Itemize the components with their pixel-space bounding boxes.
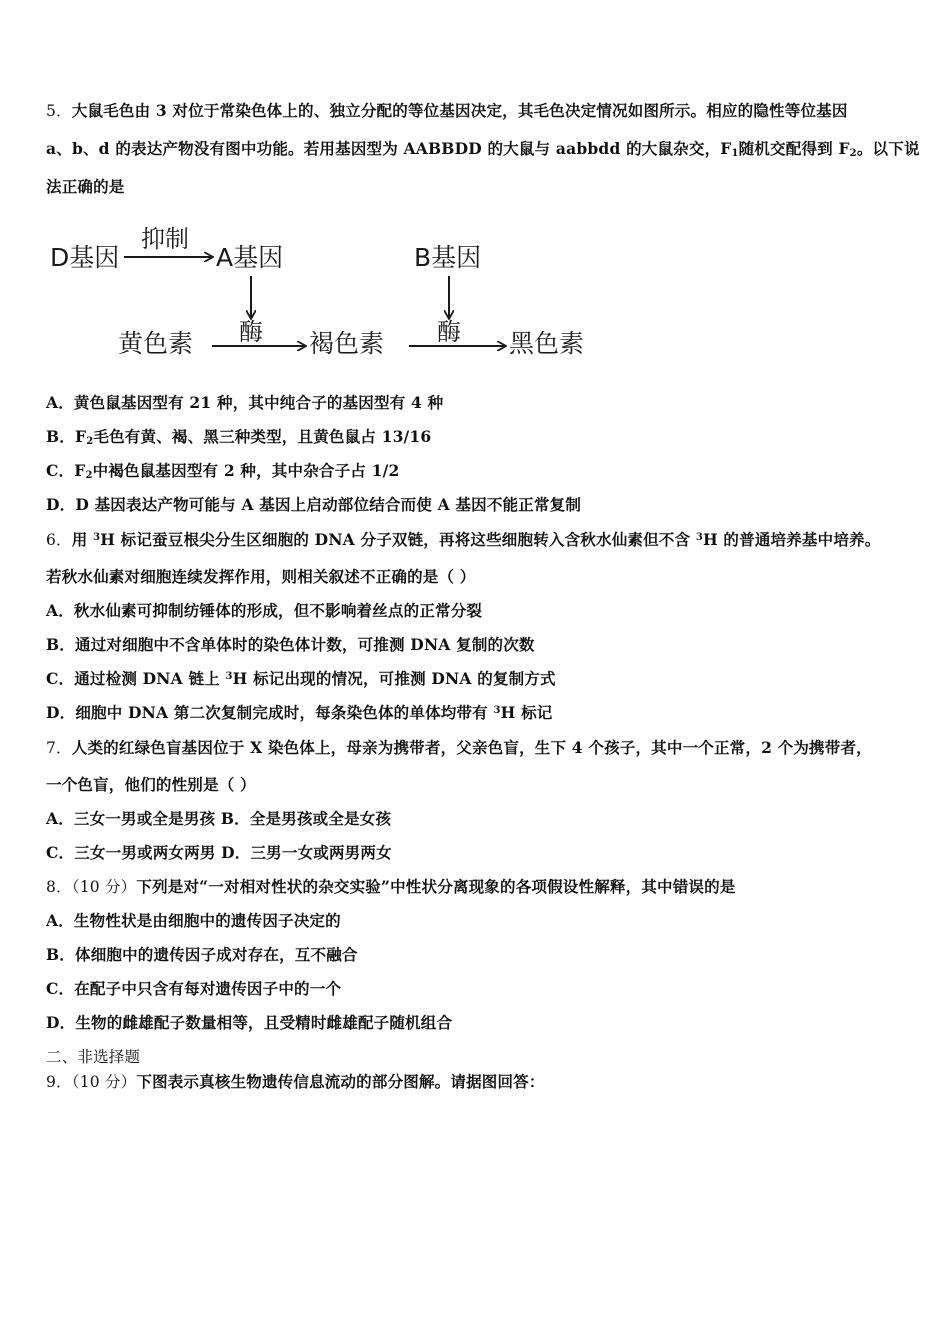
- subscript: 2: [849, 148, 857, 159]
- q7-number: 7．: [46, 739, 72, 757]
- subscript: 2: [85, 470, 93, 481]
- q9-stem: 下图表示真核生物遗传信息流动的部分图解。请据图回答：: [136, 1072, 545, 1091]
- q5-line-1: [46, 100, 848, 122]
- brown-pigment-label: 褐色素: [309, 329, 385, 358]
- a-gene-label: A基因: [216, 243, 284, 272]
- q5-number: 5．: [46, 102, 72, 120]
- q6-stem: 用: [71, 530, 94, 549]
- q6-line-1: [46, 529, 880, 551]
- q8-option-d: D．生物的雌雄配子数量相等，且受精时雌雄配子随机组合: [46, 1013, 453, 1032]
- superscript: 3: [493, 705, 501, 716]
- q6-option-d: [46, 702, 552, 724]
- q9-number: 9．: [46, 1073, 72, 1091]
- enzyme-label-2: 酶: [437, 318, 461, 346]
- option-text: 中褐色鼠基因型有 2 种，其中杂合子占 1/2: [92, 461, 400, 480]
- q5-stem-1: 大鼠毛色由 3 对位于常染色体上的、独立分配的等位基因决定，其毛色决定情况如图所示。相应的隐性等位基因: [71, 101, 848, 120]
- d-gene-label: D基因: [50, 243, 120, 272]
- inhibit-label: 抑制: [141, 225, 189, 253]
- q5-line-2: [46, 138, 920, 160]
- superscript: 3: [225, 671, 233, 682]
- q5-option-c: [46, 460, 399, 482]
- black-pigment-label: 黑色素: [509, 329, 585, 358]
- q5-stem-2c: 。以下说: [856, 139, 920, 158]
- q6-line-2: 若秋水仙素对细胞连续发挥作用，则相关叙述不正确的是（ ）: [46, 567, 476, 586]
- q5-stem-2a: a、b、d 的表达产物没有图中功能。若用基因型为 AABBDD 的大鼠与 aabbdd 的大鼠杂交，F: [46, 139, 732, 158]
- section-heading: 二、非选择题: [46, 1048, 141, 1066]
- q8-number: 8．: [46, 878, 72, 896]
- q5-option-a: A．黄色鼠基因型有 21 种，其中纯合子的基因型有 4 种: [46, 393, 444, 412]
- option-text: C．F: [46, 461, 86, 480]
- q6-number: 6．: [46, 531, 72, 549]
- q7-stem: 人类的红绿色盲基因位于 X 染色体上，母亲为携带者，父亲色盲，生下 4 个孩子，其中一个正常，2 个为携带者，: [71, 738, 872, 757]
- subscript: 2: [86, 436, 94, 447]
- option-text: D．细胞中 DNA 第二次复制完成时，每条染色体的单体均带有: [46, 703, 494, 722]
- q9-line-1: [46, 1071, 545, 1093]
- q6-option-a: A．秋水仙素可抑制纺锤体的形成，但不影响着丝点的正常分裂: [46, 601, 483, 620]
- q6-stem: H 的普通培养基中培养。: [702, 530, 881, 549]
- q8-option-b: B．体细胞中的遗传因子成对存在，互不融合: [46, 945, 358, 964]
- option-text: H 标记出现的情况，可推测 DNA 的复制方式: [232, 669, 556, 688]
- q5-stem-2b: 随机交配得到 F: [738, 139, 850, 158]
- superscript: 3: [93, 532, 101, 543]
- q8-option-a: A．生物性状是由细胞中的遗传因子决定的: [46, 911, 341, 930]
- b-gene-label: B基因: [414, 243, 482, 272]
- superscript: 3: [695, 532, 703, 543]
- option-text: H 标记: [500, 703, 553, 722]
- q5-option-d: D．D 基因表达产物可能与 A 基因上启动部位结合而使 A 基因不能正常复制: [46, 495, 582, 514]
- q8-score: （10 分）: [71, 878, 137, 896]
- subscript: 1: [731, 148, 739, 159]
- option-text: B．F: [46, 427, 87, 446]
- pigment-pathway-diagram: [46, 222, 606, 372]
- q8-line-1: [46, 876, 736, 898]
- q7-line-1: [46, 737, 872, 759]
- q5-line-3: 法正确的是: [46, 177, 125, 196]
- enzyme-label-1: 酶: [239, 318, 263, 346]
- q9-score: （10 分）: [71, 1073, 137, 1091]
- q5-option-b: [46, 426, 431, 448]
- yellow-pigment-label: 黄色素: [118, 329, 194, 358]
- q6-option-c: [46, 668, 556, 690]
- q8-option-c: C．在配子中只含有每对遗传因子中的一个: [46, 979, 342, 998]
- q7-options-cd: C．三女一男或两女两男 D．三男一女或两男两女: [46, 843, 392, 862]
- q6-option-b: B．通过对细胞中不含单体时的染色体计数，可推测 DNA 复制的次数: [46, 635, 535, 654]
- option-text: 毛色有黄、褐、黑三种类型，且黄色鼠占 13/16: [93, 427, 432, 446]
- q8-stem: 下列是对“一对相对性状的杂交实验”中性状分离现象的各项假设性解释，其中错误的是: [136, 877, 736, 896]
- option-text: C．通过检测 DNA 链上: [46, 669, 226, 688]
- q7-options-ab: A．三女一男或全是男孩 B．全是男孩或全是女孩: [46, 809, 392, 828]
- q6-stem: H 标记蚕豆根尖分生区细胞的 DNA 分子双链，再将这些细胞转入含秋水仙素但不含: [100, 530, 696, 549]
- q7-line-2: 一个色盲，他们的性别是（ ）: [46, 775, 256, 794]
